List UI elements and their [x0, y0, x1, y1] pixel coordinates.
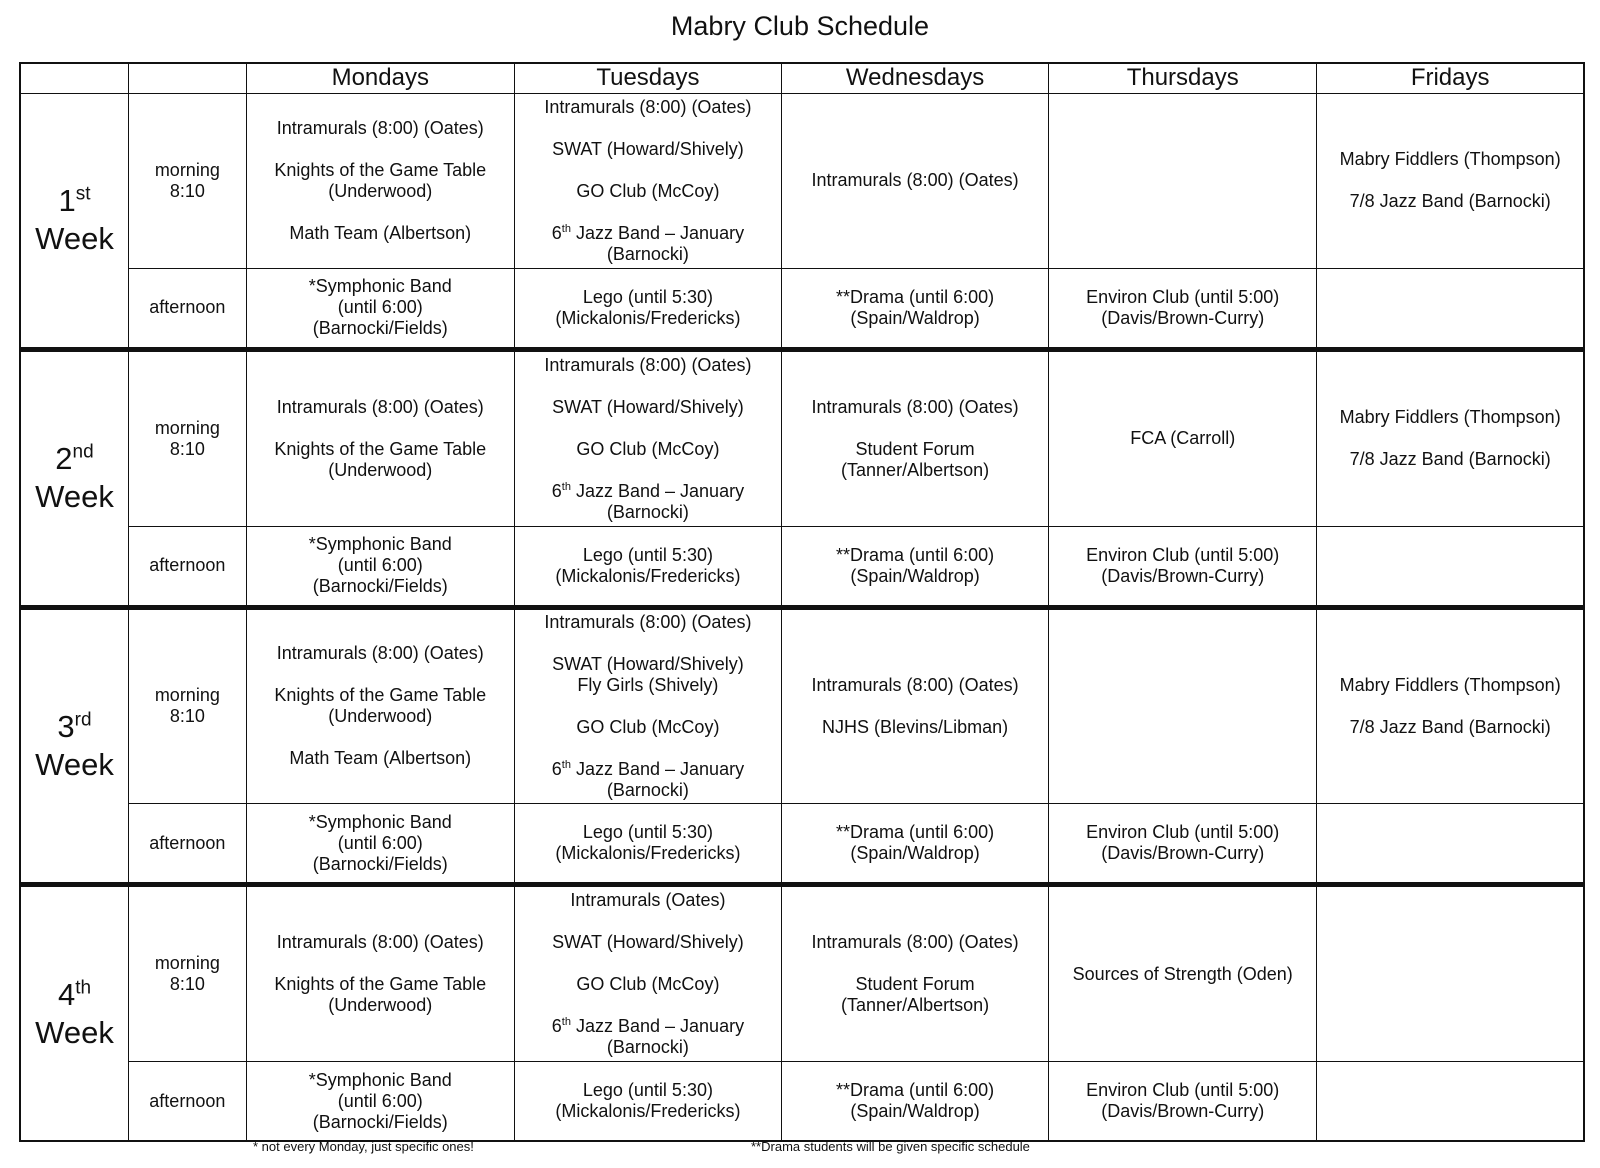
week-number: 3	[57, 708, 75, 744]
ordinal-suffix: th	[561, 480, 571, 493]
club-entry	[519, 355, 777, 376]
cell-week2-tuesday-morning	[514, 349, 781, 526]
week-word: Week	[35, 479, 114, 515]
club-entry-line: (Mickalonis/Fredericks)	[555, 565, 741, 586]
club-entry-line: (Davis/Brown-Curry)	[1101, 843, 1265, 864]
cell-week4-tuesday-morning	[514, 885, 781, 1062]
club-entry-line: **Drama (until 6:00)	[836, 286, 995, 307]
cell-week2-monday-morning	[246, 349, 514, 526]
club-entry	[1053, 287, 1312, 329]
week-4-morning-row	[20, 885, 1584, 1062]
club-entry	[519, 439, 777, 460]
week-word: Week	[35, 221, 114, 257]
club-entry-line: SWAT (Howard/Shively)	[552, 138, 744, 159]
club-entry-line: Knights of the Game Table	[274, 685, 487, 706]
cell-week4-friday-morning	[1317, 885, 1584, 1062]
week-number: 4	[57, 976, 76, 1012]
week-2-afternoon-row	[20, 526, 1584, 607]
club-entry	[519, 654, 777, 696]
cell-week3-tuesday-morning	[514, 607, 781, 804]
slot-label-line: morning	[154, 159, 220, 180]
club-entry	[519, 181, 777, 202]
club-entry	[786, 287, 1044, 329]
club-entry-line: SWAT (Howard/Shively)	[552, 653, 744, 674]
club-entry	[251, 397, 510, 418]
club-entry	[251, 748, 510, 769]
club-entry	[519, 612, 777, 633]
club-entry	[519, 717, 777, 738]
club-entry-line: Intramurals (8:00) (Oates)	[811, 170, 1019, 191]
club-entry	[251, 1070, 510, 1133]
week-label-1	[20, 93, 128, 349]
cell-week1-wednesday-morning	[782, 93, 1049, 268]
club-entry	[519, 397, 777, 418]
cell-week3-wednesday-afternoon	[782, 804, 1049, 885]
week-label-4	[20, 885, 128, 1142]
club-entry-line: Math Team (Albertson)	[289, 748, 472, 769]
club-entry-line: GO Club (McCoy)	[576, 438, 720, 459]
club-entry-line: 7/8 Jazz Band (Barnocki)	[1349, 716, 1551, 737]
club-entry-line: (Underwood)	[328, 459, 433, 480]
cell-week3-monday-morning	[246, 607, 514, 804]
cell-week3-friday-morning	[1317, 607, 1584, 804]
footnote-drama: **Drama students will be given specific schedule	[751, 1139, 1030, 1154]
club-entry	[519, 545, 777, 587]
club-entry-line: Intramurals (8:00) (Oates)	[544, 611, 752, 632]
club-entry-line: Lego (until 5:30)	[582, 1080, 713, 1101]
slot-label-afternoon: afternoon	[128, 268, 246, 349]
club-entry-line: (Mickalonis/Fredericks)	[555, 843, 741, 864]
club-entry-line: (Tanner/Albertson)	[841, 995, 990, 1016]
cell-week1-tuesday-afternoon	[514, 268, 781, 349]
club-entry-line: *Symphonic Band	[308, 1069, 452, 1090]
slot-label-morning	[128, 93, 246, 268]
week-1-morning-row	[20, 93, 1584, 268]
club-entry-line: (Spain/Waldrop)	[850, 1101, 980, 1122]
club-entry	[251, 685, 510, 727]
slot-label-line: morning	[154, 417, 220, 438]
club-entry-line: Intramurals (8:00) (Oates)	[276, 643, 484, 664]
club-entry	[251, 223, 510, 244]
slot-label-afternoon: afternoon	[128, 804, 246, 885]
club-entry-line: 7/8 Jazz Band (Barnocki)	[1349, 449, 1551, 470]
club-entry-line: (Davis/Brown-Curry)	[1101, 565, 1265, 586]
cell-week3-tuesday-afternoon	[514, 804, 781, 885]
page-title: Mabry Club Schedule	[670, 11, 930, 41]
club-entry-line: Intramurals (8:00) (Oates)	[544, 96, 752, 117]
club-entry	[251, 118, 510, 139]
club-entry-line: Mabry Fiddlers (Thompson)	[1339, 149, 1561, 170]
club-entry	[1053, 822, 1312, 864]
club-entry-line: (Barnocki/Fields)	[312, 576, 448, 597]
week-number: 1	[58, 183, 76, 219]
club-entry-line: **Drama (until 6:00)	[836, 1080, 995, 1101]
slot-label-line: morning	[154, 953, 220, 974]
club-entry	[1053, 545, 1312, 587]
club-entry	[786, 439, 1044, 481]
week-number-suffix: rd	[74, 709, 92, 731]
club-entry-line: GO Club (McCoy)	[576, 716, 720, 737]
club-entry-line: Mabry Fiddlers (Thompson)	[1339, 674, 1561, 695]
slot-label-line: 8:10	[169, 180, 205, 201]
club-entry	[519, 1016, 777, 1058]
slot-label-line: 8:10	[169, 438, 205, 459]
cell-week4-thursday-morning	[1049, 885, 1317, 1062]
cell-week4-thursday-afternoon	[1049, 1062, 1317, 1141]
club-entry-line: (Mickalonis/Fredericks)	[555, 1101, 741, 1122]
cell-week3-friday-afternoon	[1317, 804, 1584, 885]
club-entry	[251, 643, 510, 664]
corner-cell-slot	[128, 63, 246, 93]
cell-week1-tuesday-morning	[514, 93, 781, 268]
club-entry	[1321, 717, 1579, 738]
slot-label-morning	[128, 349, 246, 526]
club-entry	[519, 139, 777, 160]
club-entry-line: 6th Jazz Band – January	[551, 222, 745, 243]
club-entry	[251, 534, 510, 597]
club-entry	[1321, 407, 1579, 428]
week-number-suffix: th	[75, 977, 92, 999]
club-entry	[1053, 1080, 1312, 1122]
club-entry-line: 6th Jazz Band – January	[551, 758, 745, 779]
club-entry-line: Environ Club (until 5:00)	[1086, 822, 1280, 843]
day-header-monday: Mondays	[246, 63, 514, 93]
club-entry-line: 7/8 Jazz Band (Barnocki)	[1349, 191, 1551, 212]
club-entry	[251, 812, 510, 875]
club-entry-line: Knights of the Game Table	[274, 159, 487, 180]
club-entry-line: Lego (until 5:30)	[582, 286, 713, 307]
club-entry-line: (Spain/Waldrop)	[850, 565, 980, 586]
club-entry-line: (Barnocki/Fields)	[312, 853, 448, 874]
club-entry-line: Knights of the Game Table	[274, 974, 487, 995]
cell-week4-tuesday-afternoon	[514, 1062, 781, 1141]
day-header-row	[20, 63, 1584, 93]
club-entry-line: (Spain/Waldrop)	[850, 843, 980, 864]
cell-week1-monday-afternoon	[246, 268, 514, 349]
cell-week2-monday-afternoon	[246, 526, 514, 607]
corner-cell-week	[20, 63, 128, 93]
club-entry	[519, 223, 777, 265]
week-2-morning-row	[20, 349, 1584, 526]
club-entry-line: Intramurals (8:00) (Oates)	[811, 932, 1019, 953]
cell-week2-wednesday-afternoon	[782, 526, 1049, 607]
ordinal-suffix: th	[561, 222, 571, 235]
club-entry-line: *Symphonic Band	[308, 811, 452, 832]
slot-label-afternoon: afternoon	[128, 1062, 246, 1141]
cell-week1-friday-afternoon	[1317, 268, 1584, 349]
week-1-afternoon-row	[20, 268, 1584, 349]
club-entry-line: **Drama (until 6:00)	[836, 544, 995, 565]
cell-week2-friday-morning	[1317, 349, 1584, 526]
club-entry	[519, 481, 777, 523]
club-entry-line: Intramurals (8:00) (Oates)	[544, 354, 752, 375]
club-entry-line: (Underwood)	[328, 706, 433, 727]
club-entry	[786, 1080, 1044, 1122]
club-entry	[1321, 191, 1579, 212]
club-entry-line: (until 6:00)	[337, 555, 423, 576]
club-entry	[786, 932, 1044, 953]
cell-week4-monday-morning	[246, 885, 514, 1062]
week-number-suffix: nd	[72, 441, 94, 463]
club-entry-line: Fly Girls (Shively)	[577, 674, 719, 695]
cell-week1-monday-morning	[246, 93, 514, 268]
slot-label-morning	[128, 885, 246, 1062]
week-word: Week	[35, 1014, 114, 1050]
club-entry-line: Student Forum	[855, 974, 975, 995]
club-entry	[786, 170, 1044, 191]
club-entry	[251, 160, 510, 202]
cell-week4-wednesday-morning	[782, 885, 1049, 1062]
club-entry-line: 6th Jazz Band – January	[551, 480, 745, 501]
club-entry	[519, 932, 777, 953]
week-3-afternoon-row	[20, 804, 1584, 885]
club-entry-line: (Barnocki)	[606, 779, 689, 800]
club-entry-line: (Barnocki)	[606, 243, 689, 264]
club-entry-line: (until 6:00)	[337, 297, 423, 318]
cell-week2-thursday-morning	[1049, 349, 1317, 526]
club-entry-line: (Davis/Brown-Curry)	[1101, 1101, 1265, 1122]
week-label-3	[20, 607, 128, 884]
day-header-thursday: Thursdays	[1049, 63, 1317, 93]
club-entry	[786, 974, 1044, 1016]
cell-week1-thursday-afternoon	[1049, 268, 1317, 349]
week-label-2	[20, 349, 128, 607]
club-entry	[519, 974, 777, 995]
club-entry-line: **Drama (until 6:00)	[836, 822, 995, 843]
footnote-monday: * not every Monday, just specific ones!	[253, 1139, 474, 1154]
club-entry	[1321, 449, 1579, 470]
cell-week3-thursday-morning	[1049, 607, 1317, 804]
club-entry-line: (Mickalonis/Fredericks)	[555, 307, 741, 328]
day-header-friday: Fridays	[1317, 63, 1584, 93]
club-entry-line: Sources of Strength (Oden)	[1072, 963, 1293, 984]
club-entry	[786, 545, 1044, 587]
week-number-suffix: st	[75, 183, 91, 205]
week-number: 2	[55, 441, 73, 477]
club-entry-line: (Underwood)	[328, 995, 433, 1016]
club-entry	[251, 974, 510, 1016]
club-entry-line: (until 6:00)	[337, 832, 423, 853]
club-entry	[519, 822, 777, 864]
club-entry-line: (Underwood)	[328, 180, 433, 201]
club-entry-line: *Symphonic Band	[308, 534, 452, 555]
cell-week4-wednesday-afternoon	[782, 1062, 1049, 1141]
club-entry-line: Environ Club (until 5:00)	[1086, 544, 1280, 565]
ordinal-suffix: th	[561, 758, 571, 771]
cell-week1-friday-morning	[1317, 93, 1584, 268]
club-entry	[251, 276, 510, 339]
week-3-morning-row	[20, 607, 1584, 804]
club-entry-line: (Barnocki)	[606, 501, 689, 522]
club-entry-line: (Tanner/Albertson)	[841, 459, 990, 480]
club-entry-line: FCA (Carroll)	[1130, 428, 1236, 449]
club-entry-line: Knights of the Game Table	[274, 438, 487, 459]
club-entry-line: *Symphonic Band	[308, 276, 452, 297]
club-entry-line: (until 6:00)	[337, 1090, 423, 1111]
club-entry-line: Intramurals (Oates)	[570, 890, 726, 911]
club-entry-line: Lego (until 5:30)	[582, 544, 713, 565]
day-header-tuesday: Tuesdays	[514, 63, 781, 93]
club-entry-line: 6th Jazz Band – January	[551, 1016, 745, 1037]
club-entry-line: Intramurals (8:00) (Oates)	[811, 396, 1019, 417]
cell-week2-tuesday-afternoon	[514, 526, 781, 607]
ordinal-suffix: th	[561, 1016, 571, 1029]
cell-week3-monday-afternoon	[246, 804, 514, 885]
club-entry	[786, 675, 1044, 696]
cell-week2-wednesday-morning	[782, 349, 1049, 526]
club-entry-line: GO Club (McCoy)	[576, 974, 720, 995]
club-entry-line: Environ Club (until 5:00)	[1086, 1080, 1280, 1101]
club-entry	[1053, 964, 1312, 985]
slot-label-line: morning	[154, 685, 220, 706]
cell-week2-friday-afternoon	[1317, 526, 1584, 607]
cell-week3-thursday-afternoon	[1049, 804, 1317, 885]
club-entry	[519, 97, 777, 118]
club-entry-line: Intramurals (8:00) (Oates)	[276, 117, 484, 138]
club-entry-line: (Barnocki/Fields)	[312, 1111, 448, 1132]
club-entry-line: SWAT (Howard/Shively)	[552, 932, 744, 953]
club-entry-line: Intramurals (8:00) (Oates)	[811, 674, 1019, 695]
club-entry	[519, 759, 777, 801]
club-entry	[786, 397, 1044, 418]
club-entry	[519, 890, 777, 911]
club-entry	[786, 822, 1044, 864]
club-entry-line: (Spain/Waldrop)	[850, 307, 980, 328]
club-entry-line: Math Team (Albertson)	[289, 222, 472, 243]
club-entry-line: Lego (until 5:30)	[582, 822, 713, 843]
week-4-afternoon-row	[20, 1062, 1584, 1141]
club-entry-line: NJHS (Blevins/Libman)	[822, 716, 1009, 737]
cell-week1-wednesday-afternoon	[782, 268, 1049, 349]
day-header-wednesday: Wednesdays	[782, 63, 1049, 93]
club-entry-line: Intramurals (8:00) (Oates)	[276, 932, 484, 953]
week-word: Week	[35, 746, 114, 782]
club-entry-line: GO Club (McCoy)	[576, 180, 720, 201]
club-schedule-table	[19, 62, 1585, 1142]
club-entry-line: (Barnocki)	[606, 1037, 689, 1058]
club-entry-line: Intramurals (8:00) (Oates)	[276, 396, 484, 417]
club-entry-line: (Davis/Brown-Curry)	[1101, 307, 1265, 328]
club-entry	[251, 932, 510, 953]
club-entry-line: SWAT (Howard/Shively)	[552, 396, 744, 417]
club-entry	[251, 439, 510, 481]
club-entry	[1321, 675, 1579, 696]
club-entry	[786, 717, 1044, 738]
slot-label-line: 8:10	[169, 974, 205, 995]
cell-week3-wednesday-morning	[782, 607, 1049, 804]
club-entry-line: (Barnocki/Fields)	[312, 318, 448, 339]
club-entry-line: Student Forum	[855, 438, 975, 459]
slot-label-line: 8:10	[169, 706, 205, 727]
slot-label-morning	[128, 607, 246, 804]
club-entry	[1053, 428, 1312, 449]
club-entry-line: Mabry Fiddlers (Thompson)	[1339, 407, 1561, 428]
club-entry	[519, 287, 777, 329]
club-entry	[519, 1080, 777, 1122]
slot-label-afternoon: afternoon	[128, 526, 246, 607]
cell-week2-thursday-afternoon	[1049, 526, 1317, 607]
cell-week4-monday-afternoon	[246, 1062, 514, 1141]
club-entry-line: Environ Club (until 5:00)	[1086, 286, 1280, 307]
cell-week1-thursday-morning	[1049, 93, 1317, 268]
club-entry	[1321, 149, 1579, 170]
cell-week4-friday-afternoon	[1317, 1062, 1584, 1141]
